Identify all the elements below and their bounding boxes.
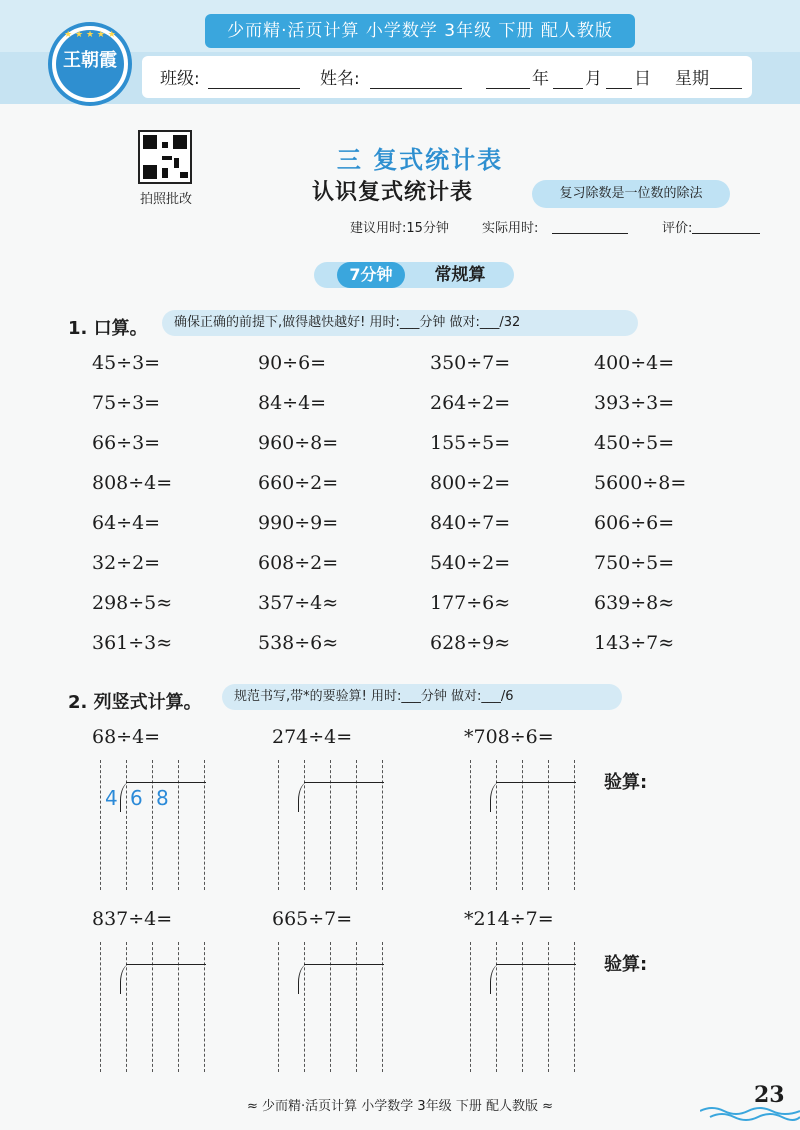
oral-calc-item: 450÷5= — [594, 432, 675, 454]
vertical-problem: 665÷7= — [272, 908, 353, 930]
oral-calc-item: 177÷6≈ — [430, 592, 511, 614]
rating-blank[interactable] — [692, 233, 760, 234]
oral-calc-item: 90÷6= — [258, 352, 327, 374]
star-icon: ★ ★ ★ ★ ★ — [64, 30, 116, 40]
guide-line — [126, 760, 127, 890]
weekday-label: 星期 — [675, 69, 709, 89]
oral-calc-item: 400÷4= — [594, 352, 675, 374]
weekday-blank[interactable] — [710, 88, 742, 89]
handwritten-digit: 4 — [105, 786, 118, 810]
guide-line — [330, 760, 331, 890]
student-info-box — [142, 56, 752, 98]
guide-line — [548, 760, 549, 890]
guide-line — [152, 760, 153, 890]
guide-line — [548, 942, 549, 1072]
oral-calc-item: 143÷7≈ — [594, 632, 675, 654]
guide-line — [178, 942, 179, 1072]
guide-line — [496, 760, 497, 890]
section2-note: 规范书写,带*的要验算! 用时:___分钟 做对:___/6 — [222, 684, 622, 710]
division-bracket — [120, 782, 130, 812]
section1-note: 确保正确的前提下,做得越快越好! 用时:___分钟 做对:___/32 — [162, 310, 638, 336]
class-blank[interactable] — [208, 88, 300, 89]
guide-line — [522, 942, 523, 1072]
oral-calc-item: 75÷3= — [92, 392, 161, 414]
oral-calc-item: 5600÷8= — [594, 472, 687, 494]
page-number: 23 — [754, 1082, 785, 1108]
oral-calc-item: 357÷4≈ — [258, 592, 339, 614]
unit-title: 三 复式统计表 — [336, 146, 504, 174]
oral-calc-item: 64÷4= — [92, 512, 161, 534]
oral-calc-item: 84÷4= — [258, 392, 327, 414]
guide-line — [496, 942, 497, 1072]
oral-calc-item: 840÷7= — [430, 512, 511, 534]
guide-line — [574, 760, 575, 890]
oral-calc-item: 750÷5= — [594, 552, 675, 574]
guide-line — [470, 760, 471, 890]
oral-calc-item: 32÷2= — [92, 552, 161, 574]
oral-calc-item: 990÷9= — [258, 512, 339, 534]
section2-title: 2. 列竖式计算。 — [68, 692, 202, 713]
guide-line — [100, 942, 101, 1072]
oral-calc-item: 393÷3= — [594, 392, 675, 414]
guide-line — [204, 760, 205, 890]
oral-calc-item: 608÷2= — [258, 552, 339, 574]
vertical-problem: *708÷6= — [464, 726, 554, 748]
division-bracket — [120, 964, 130, 994]
guide-line — [304, 760, 305, 890]
section-pill-label: 常规算 — [434, 265, 486, 285]
division-bracket — [298, 782, 308, 812]
section1-title: 1. 口算。 — [68, 318, 148, 339]
lesson-title: 认识复式统计表 — [312, 180, 474, 205]
oral-calc-item: 606÷6= — [594, 512, 675, 534]
oral-calc-item: 298÷5≈ — [92, 592, 173, 614]
oral-calc-item: 538÷6≈ — [258, 632, 339, 654]
guide-line — [382, 942, 383, 1072]
oral-calc-item: 639÷8≈ — [594, 592, 675, 614]
oral-calc-item: 350÷7= — [430, 352, 511, 374]
guide-line — [522, 760, 523, 890]
year-blank[interactable] — [486, 88, 530, 89]
guide-line — [304, 942, 305, 1072]
guide-line — [152, 942, 153, 1072]
actual-time-label: 实际用时: — [482, 221, 539, 236]
handwritten-digit: 6 — [130, 786, 143, 810]
vertical-problem: *214÷7= — [464, 908, 554, 930]
qr-label: 拍照批改 — [139, 192, 192, 207]
suggested-time: 建议用时:15分钟 — [350, 221, 449, 236]
handwritten-digit: 8 — [156, 786, 169, 810]
guide-line — [356, 942, 357, 1072]
division-bracket — [490, 782, 500, 812]
oral-calc-item: 960÷8= — [258, 432, 339, 454]
guide-line — [178, 760, 179, 890]
division-bar — [126, 782, 206, 783]
oral-calc-item: 66÷3= — [92, 432, 161, 454]
class-label: 班级: — [160, 69, 200, 89]
check-label: 验算: — [604, 772, 648, 793]
oral-calc-item: 660÷2= — [258, 472, 339, 494]
oral-calc-item: 800÷2= — [430, 472, 511, 494]
oral-calc-item: 540÷2= — [430, 552, 511, 574]
name-blank[interactable] — [370, 88, 462, 89]
division-bar — [496, 964, 576, 965]
guide-line — [204, 942, 205, 1072]
guide-line — [574, 942, 575, 1072]
day-blank[interactable] — [606, 88, 632, 89]
division-bracket — [298, 964, 308, 994]
time-badge: 7分钟 — [337, 262, 405, 288]
month-blank[interactable] — [553, 88, 583, 89]
guide-line — [356, 760, 357, 890]
vertical-problem: 274÷4= — [272, 726, 353, 748]
check-label: 验算: — [604, 954, 648, 975]
oral-calc-item: 808÷4= — [92, 472, 173, 494]
day-label: 日 — [634, 69, 651, 89]
actual-time-blank[interactable] — [552, 233, 628, 234]
month-label: 月 — [585, 69, 602, 89]
oral-calc-item: 264÷2= — [430, 392, 511, 414]
brand-logo: ★ ★ ★ ★ ★ 王朝霞 — [48, 22, 132, 106]
oral-calc-item: 628÷9≈ — [430, 632, 511, 654]
footer-text: ≈ 少而精·活页计算 小学数学 3年级 下册 配人教版 ≈ — [247, 1099, 553, 1114]
guide-line — [100, 760, 101, 890]
oral-calc-item: 155÷5= — [430, 432, 511, 454]
rating-label: 评价: — [662, 221, 693, 236]
oral-calc-item: 45÷3= — [92, 352, 161, 374]
division-bar — [126, 964, 206, 965]
division-bar — [496, 782, 576, 783]
guide-line — [330, 942, 331, 1072]
guide-line — [126, 942, 127, 1072]
guide-line — [470, 942, 471, 1072]
name-label: 姓名: — [320, 69, 360, 89]
guide-line — [278, 942, 279, 1072]
qr-code-icon[interactable] — [138, 130, 192, 184]
vertical-problem: 837÷4= — [92, 908, 173, 930]
division-bar — [304, 782, 384, 783]
year-label: 年 — [532, 69, 549, 89]
guide-line — [382, 760, 383, 890]
series-title: 少而精·活页计算 小学数学 3年级 下册 配人教版 — [205, 14, 635, 48]
division-bar — [304, 964, 384, 965]
oral-calc-item: 361÷3≈ — [92, 632, 173, 654]
review-tag: 复习除数是一位数的除法 — [532, 180, 730, 208]
vertical-problem: 68÷4= — [92, 726, 161, 748]
division-bracket — [490, 964, 500, 994]
wave-decoration-icon — [700, 1103, 800, 1123]
guide-line — [278, 760, 279, 890]
